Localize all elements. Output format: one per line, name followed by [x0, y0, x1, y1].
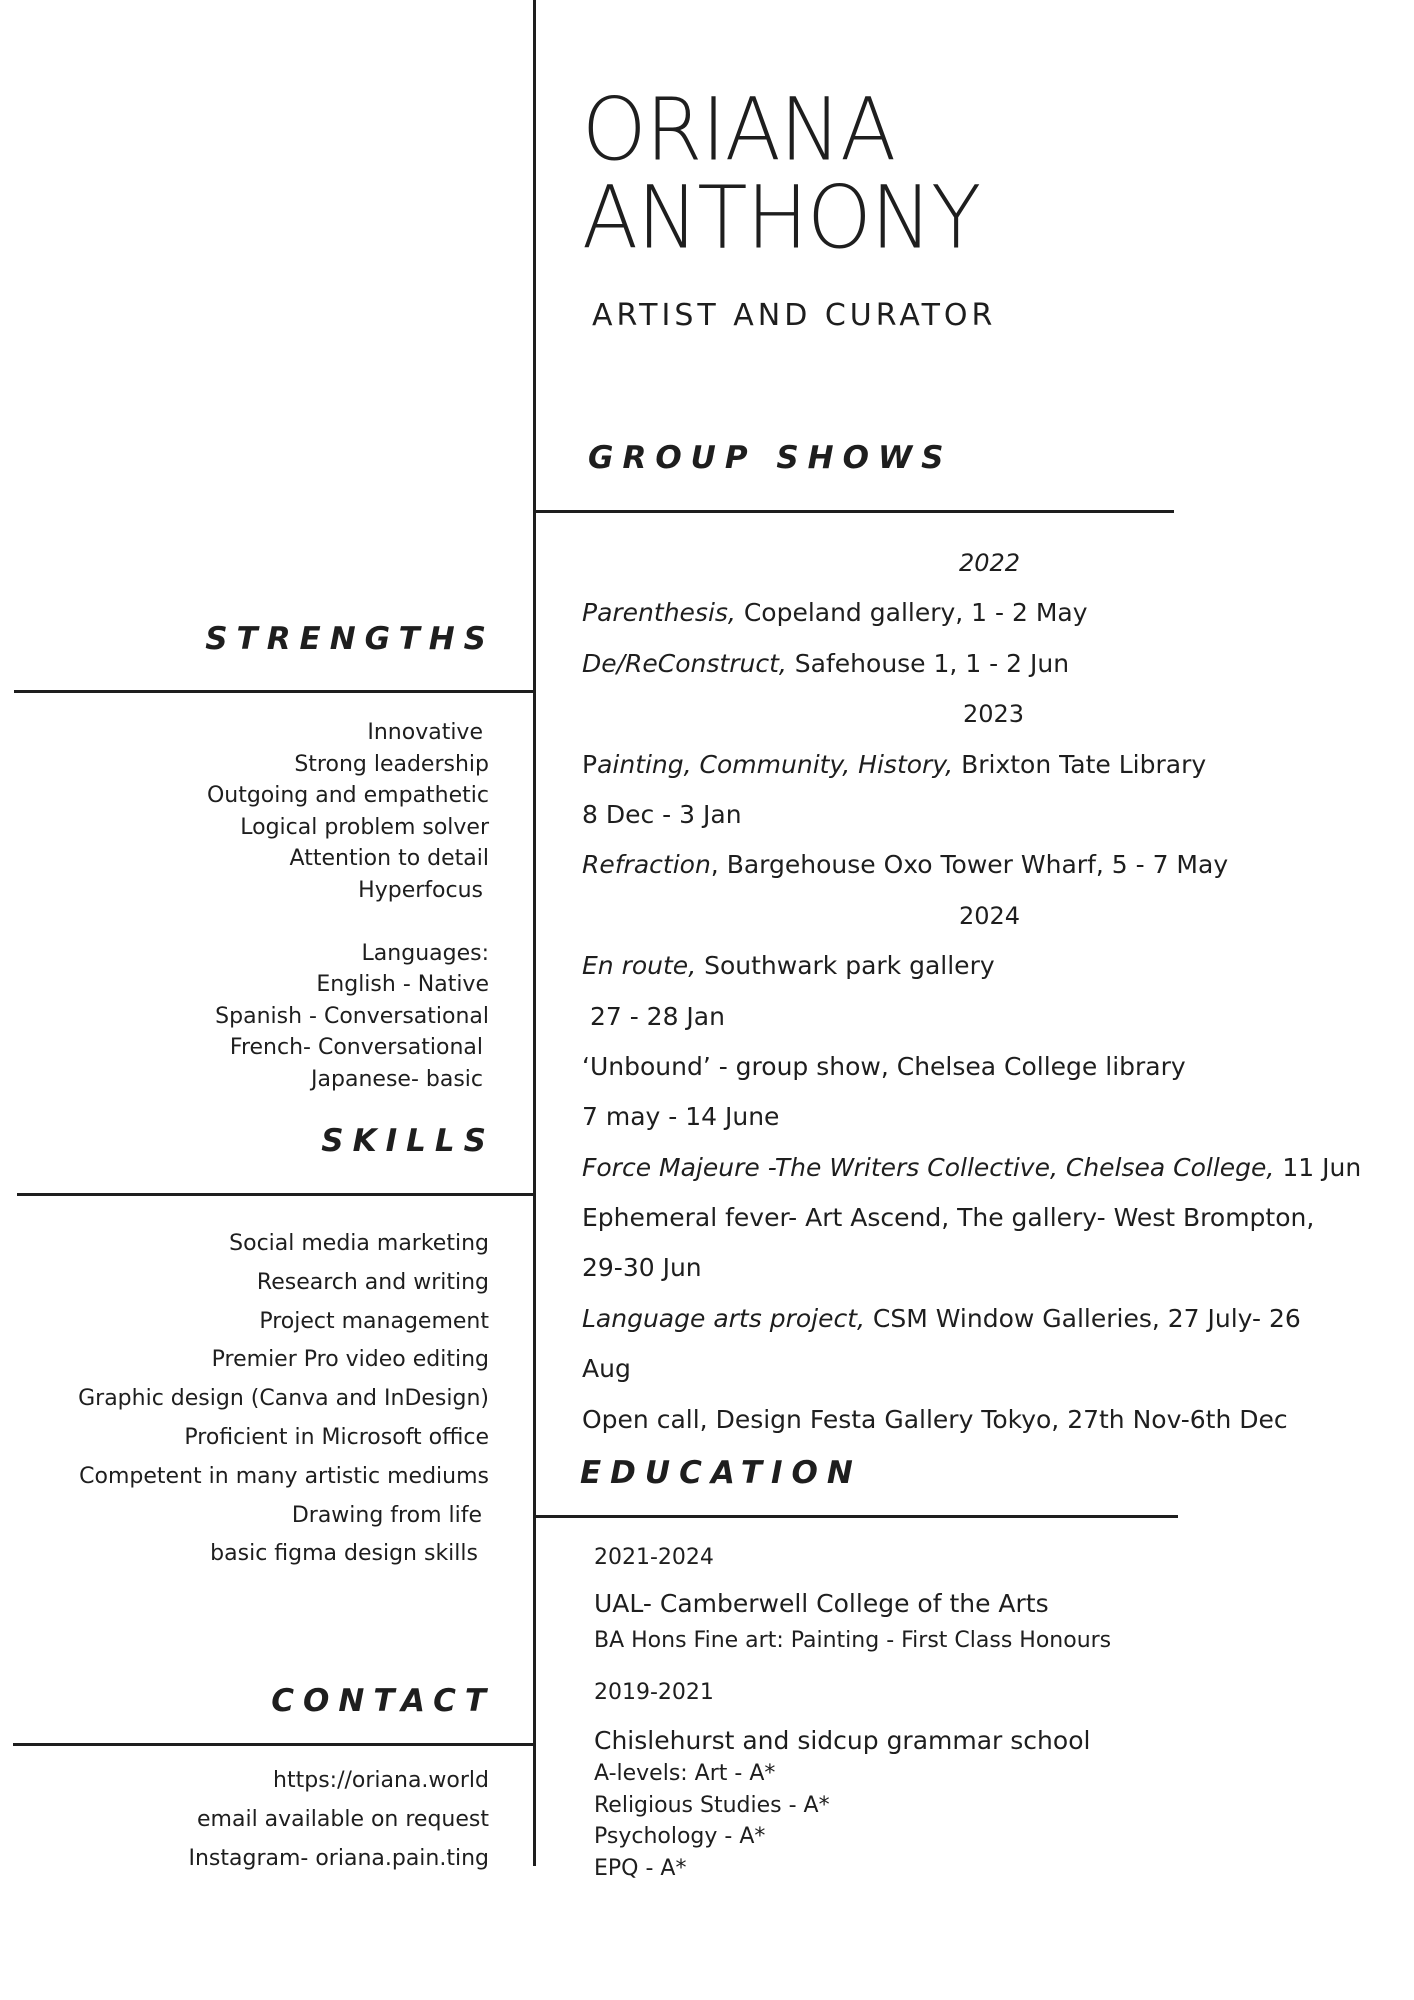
list-item: Painting, Community, History, Brixton Tate Library [582, 749, 1207, 779]
list-item: Strong leadership [294, 751, 489, 777]
list-item: Attention to detail [289, 846, 489, 872]
list-item: Graphic design (Canva and InDesign) [78, 1386, 489, 1412]
email-note: email available on request [197, 1806, 489, 1832]
list-item-date: 27 - 28 Jan [582, 1001, 725, 1031]
education-date: 2019-2021 [594, 1680, 714, 1705]
list-item: Premier Pro video editing [211, 1347, 489, 1373]
education-grade: Psychology - A* [594, 1824, 766, 1850]
list-item: Competent in many artistic mediums [79, 1463, 489, 1489]
list-item: Spanish - Conversational [215, 1003, 489, 1029]
list-item: Research and writing [256, 1269, 489, 1295]
list-item: Ephemeral fever- Art Ascend, The gallery- West Brompton, [582, 1203, 1315, 1233]
contact-list [188, 1762, 489, 1878]
list-item: Outgoing and empathetic [206, 783, 489, 809]
list-item: French- Conversational [229, 1035, 483, 1061]
group-shows-list [582, 543, 1361, 1450]
education-rule [533, 1515, 1178, 1518]
list-item: Parenthesis, Copeland gallery, 1 - 2 May [582, 598, 1088, 628]
list-item: Logical problem solver [240, 814, 489, 840]
vertical-divider [533, 0, 536, 1866]
website-link[interactable]: https://oriana.world [273, 1768, 489, 1793]
heading-contact: CONTACT [271, 1683, 495, 1719]
list-item: En route, Southwark park gallery [582, 951, 995, 981]
list-item: Force Majeure -The Writers Collective, Chelsea College, 11 Jun [582, 1152, 1362, 1182]
heading-skills: SKILLS [321, 1123, 495, 1159]
contact-rule [13, 1743, 533, 1746]
name-last: ANTHONY [582, 168, 981, 269]
list-item: Project management [259, 1308, 489, 1334]
list-item: De/ReConstruct, Safehouse 1, 1 - 2 Jun [582, 648, 1070, 678]
list-item: Proficient in Microsoft office [184, 1424, 489, 1450]
instagram-handle[interactable]: Instagram- oriana.pain.ting [188, 1845, 489, 1871]
education-school: UAL- Camberwell College of the Arts [594, 1589, 1049, 1618]
year-label: 2022 [959, 549, 1021, 577]
list-item: English - Native [316, 972, 489, 998]
education-grade: Religious Studies - A* [594, 1792, 830, 1818]
heading-group-shows: GROUP SHOWS [588, 440, 953, 476]
list-item: basic figma design skills [210, 1541, 478, 1567]
skills-rule [17, 1193, 533, 1196]
list-item: Innovative [367, 720, 483, 745]
strengths-rule [14, 690, 533, 693]
name-first: ORIANA [582, 80, 896, 181]
list-item-date: 8 Dec - 3 Jan [582, 799, 742, 829]
education-list [594, 1543, 1111, 1884]
languages-label: Languages: [361, 940, 489, 966]
list-item: Open call, Design Festa Gallery Tokyo, 27th Nov-6th Dec [582, 1404, 1288, 1434]
education-date: 2021-2024 [594, 1545, 714, 1570]
year-label: 2024 [959, 901, 1021, 930]
job-title: ARTIST AND CURATOR [592, 298, 997, 333]
education-school: Chislehurst and sidcup grammar school [594, 1726, 1091, 1755]
list-item: Hyperfocus [358, 877, 483, 903]
heading-strengths: STRENGTHS [205, 621, 495, 657]
list-item: Drawing from life [291, 1502, 482, 1528]
list-item-date: 7 may - 14 June [582, 1102, 780, 1132]
year-label: 2023 [963, 700, 1025, 729]
heading-education: EDUCATION [580, 1455, 862, 1491]
skills-list [78, 1225, 489, 1574]
list-item-date: Aug [582, 1354, 631, 1384]
education-degree: BA Hons Fine art: Painting - First Class Honours [594, 1628, 1112, 1653]
list-item: Refraction, Bargehouse Oxo Tower Wharf, 5 - 7 May [582, 850, 1229, 880]
group-shows-rule [533, 510, 1174, 513]
strengths-list [207, 717, 489, 1096]
education-grade: A-levels: Art - A* [594, 1761, 776, 1786]
list-item: Social media marketing [229, 1231, 489, 1256]
list-item-date: 29-30 Jun [582, 1253, 702, 1283]
list-item: ‘Unbound’ - group show, Chelsea College library [582, 1051, 1186, 1081]
education-grade: EPQ - A* [594, 1855, 687, 1881]
list-item: Japanese- basic [311, 1066, 483, 1092]
list-item: Language arts project, CSM Window Galleries, 27 July- 26 [582, 1303, 1301, 1333]
